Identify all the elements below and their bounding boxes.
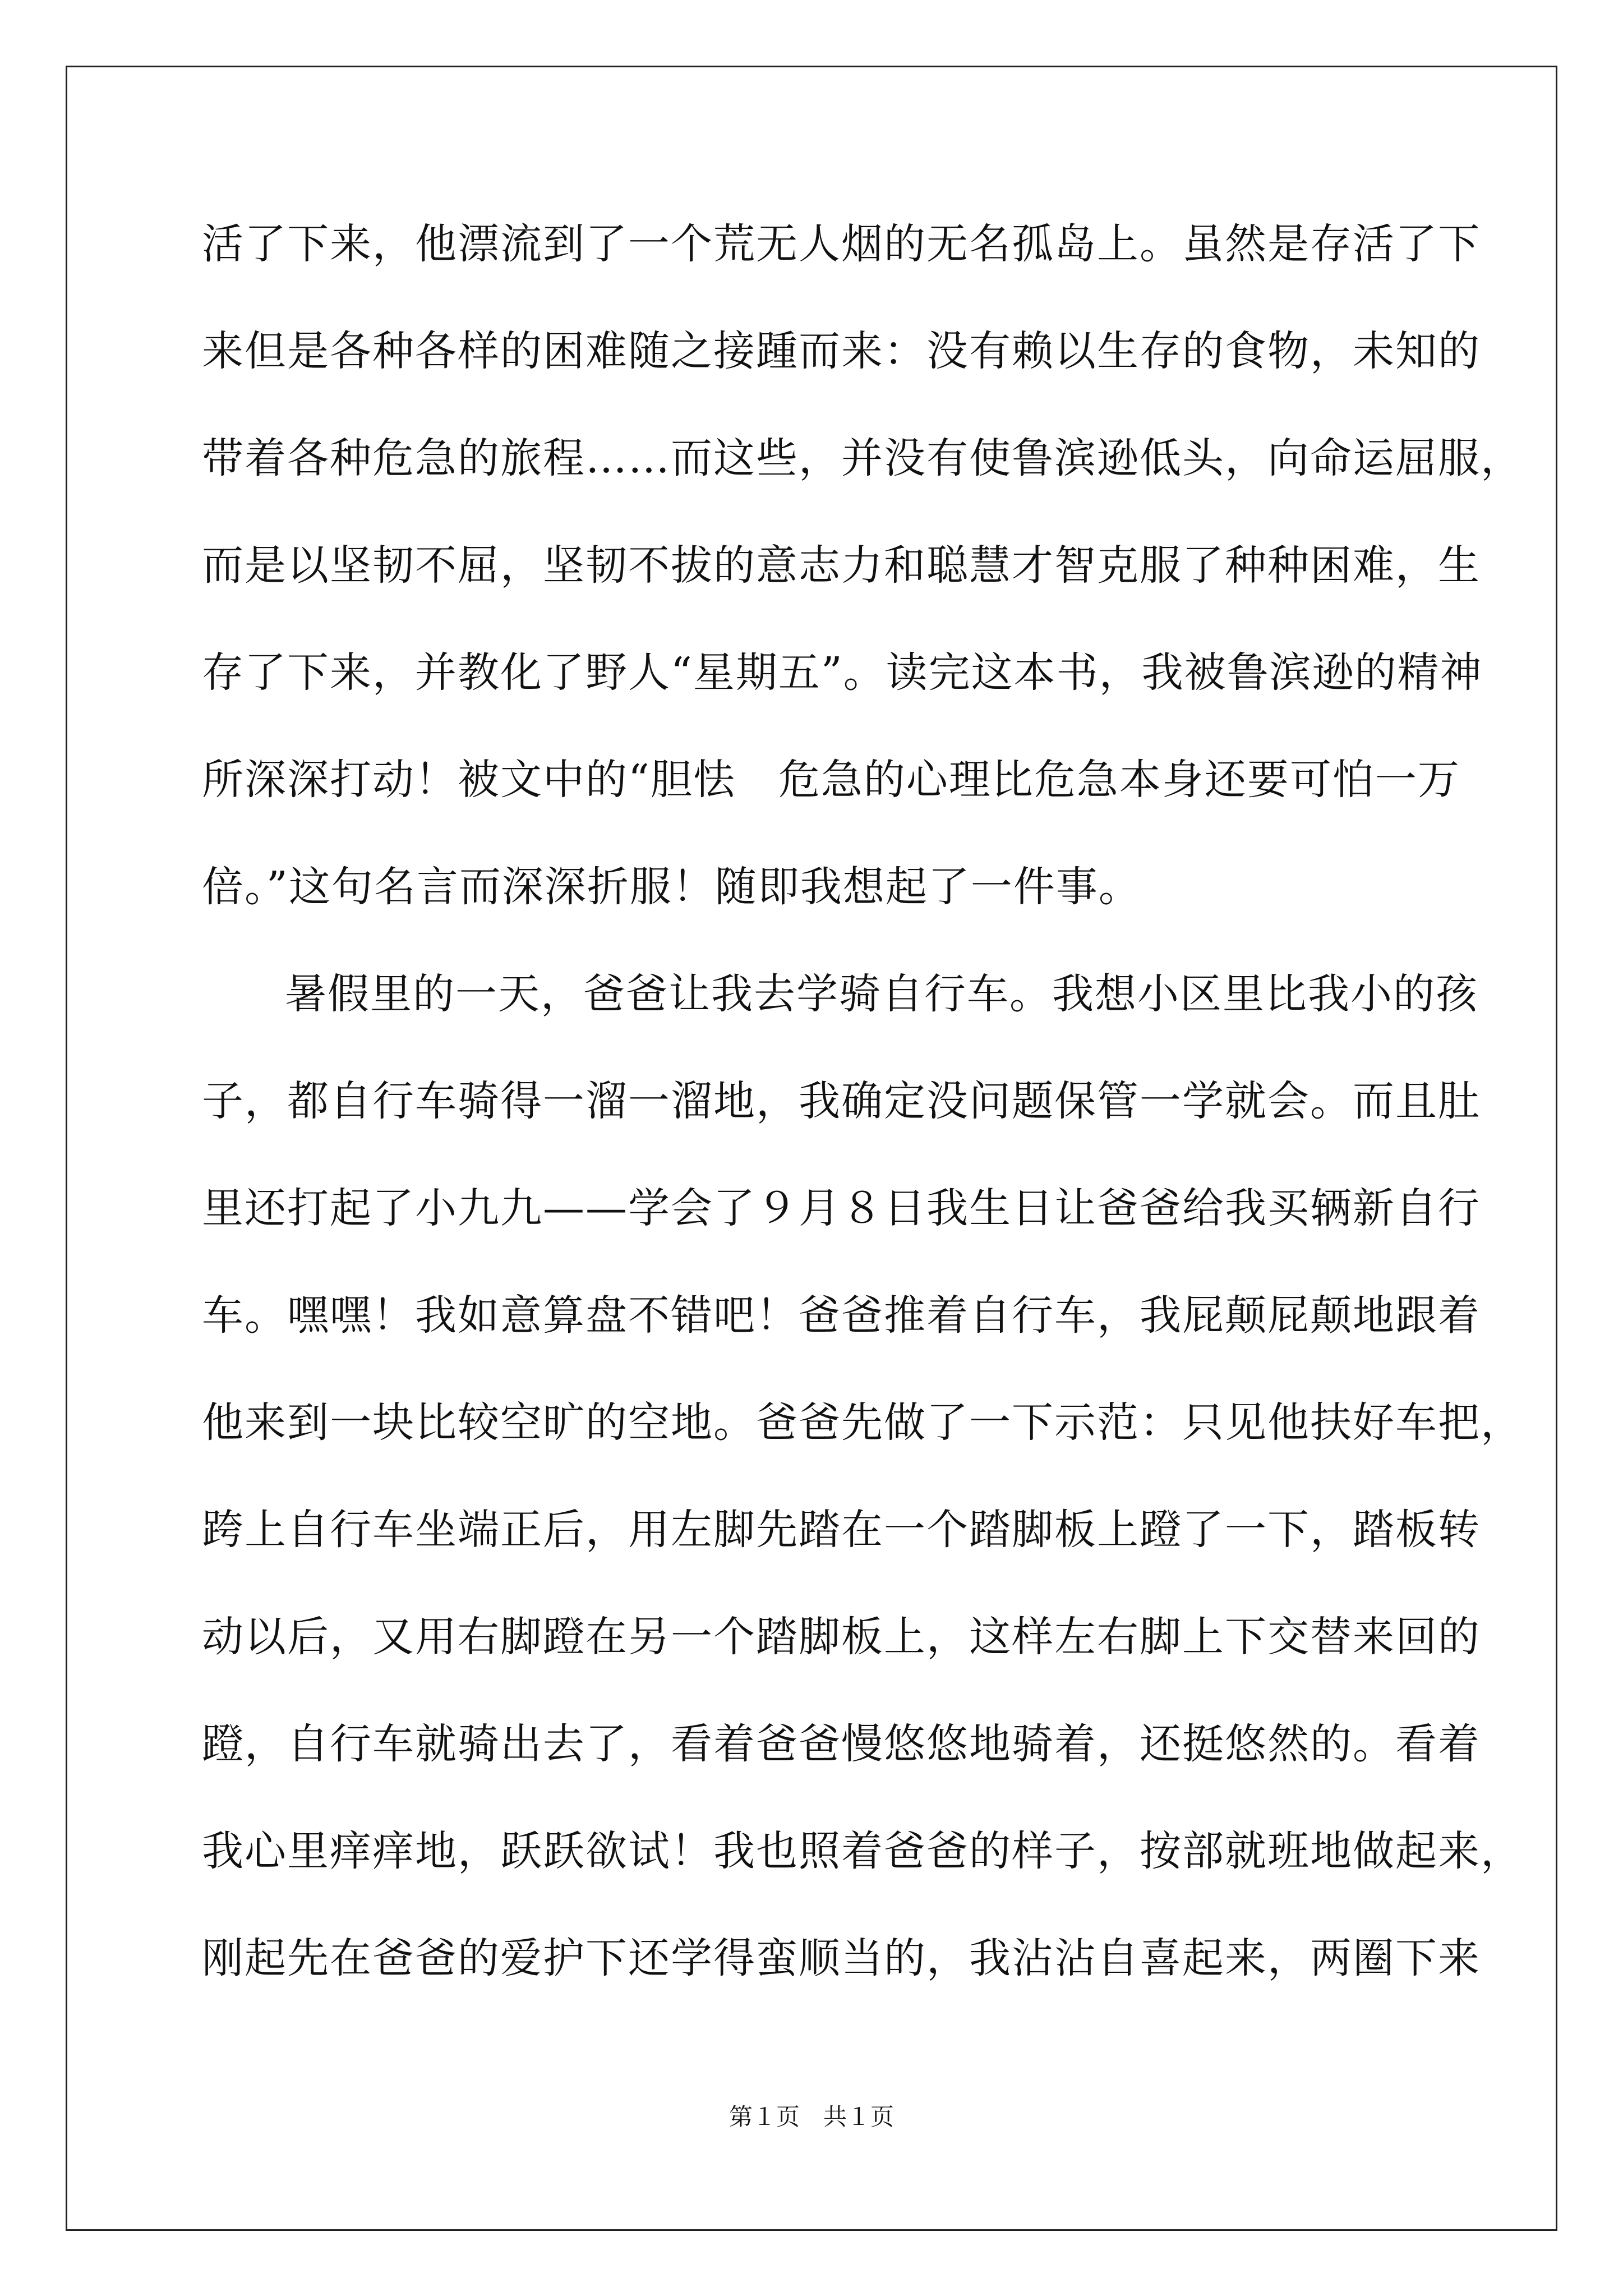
text-line: 而是以坚韧不屈，坚韧不拔的意志力和聪慧才智克服了种种困难，生 — [202, 541, 1481, 590]
text-line: 刚起先在爸爸的爱护下还学得蛮顺当的，我沾沾自喜起来，两圈下来 — [202, 1934, 1481, 1982]
text-line: 活了下来，他漂流到了一个荒无人烟的无名孤岛上。虽然是存活了下 — [202, 220, 1481, 268]
text-line-paragraph-end: 倍。”这句名言而深深折服！随即我想起了一件事。 — [202, 863, 1141, 911]
text-line: 来但是各种各样的困难随之接踵而来：没有赖以生存的食物，未知的 — [202, 327, 1481, 375]
text-line: 动以后，又用右脚蹬在另一个踏脚板上，这样左右脚上下交替来回的 — [202, 1613, 1481, 1661]
text-line: 我心里痒痒地，跃跃欲试！我也照着爸爸的样子，按部就班地做起来， — [202, 1827, 1523, 1875]
text-line: 存了下来，并教化了野人“星期五”。读完这本书，我被鲁滨逊的精神 — [202, 648, 1483, 697]
text-line: 带着各种危急的旅程……而这些，并没有使鲁滨逊低头，向命运屈服， — [202, 434, 1523, 482]
text-line: 所深深打动！被文中的“胆怯 危急的心理比危急本身还要可怕一万 — [202, 756, 1460, 804]
text-line: 里还打起了小九九——学会了９月８日我生日让爸爸给我买辆新自行 — [202, 1184, 1481, 1232]
text-line: 他来到一块比较空旷的空地。爸爸先做了一下示范：只见他扶好车把， — [202, 1398, 1523, 1447]
text-line: 蹬，自行车就骑出去了，看着爸爸慢悠悠地骑着，还挺悠然的。看着 — [202, 1720, 1481, 1768]
document-body — [202, 191, 1523, 2012]
text-line: 车。嘿嘿！我如意算盘不错吧！爸爸推着自行车，我屁颠屁颠地跟着 — [202, 1291, 1481, 1340]
page-footer: 第１页 共１页 — [728, 2105, 894, 2131]
text-line-paragraph-start: 暑假里的一天，爸爸让我去学骑自行车。我想小区里比我小的孩 — [285, 970, 1478, 1018]
text-line: 跨上自行车坐端正后，用左脚先踏在一个踏脚板上蹬了一下，踏板转 — [202, 1506, 1481, 1554]
text-line: 子，都自行车骑得一溜一溜地，我确定没问题保管一学就会。而且肚 — [202, 1077, 1481, 1125]
